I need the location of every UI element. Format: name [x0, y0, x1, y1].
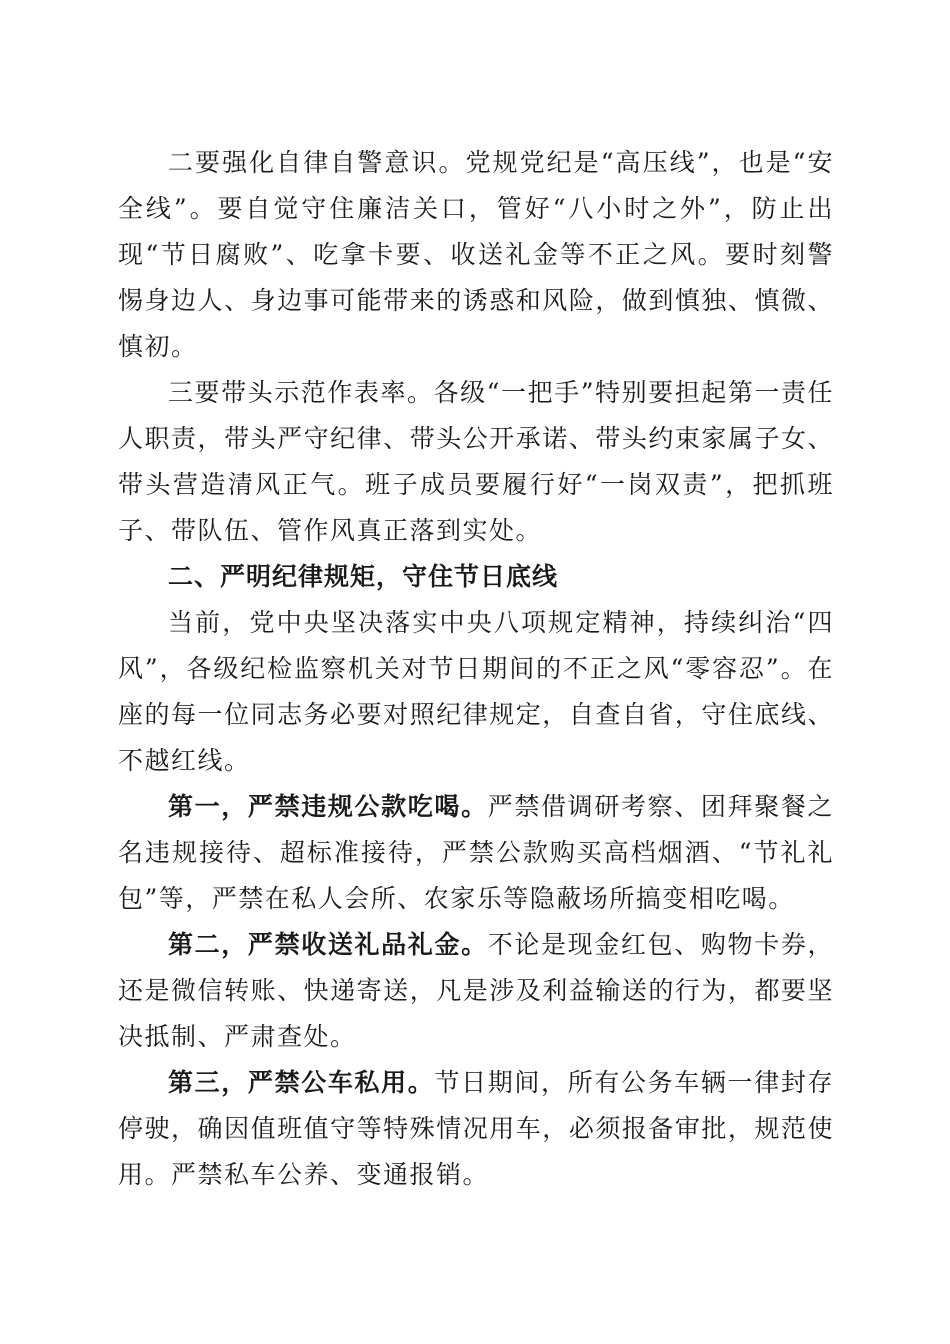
rule-paragraph-3: [118, 1060, 834, 1198]
paragraph-intro: 当前，党中央坚决落实中央八项规定精神，持续纠治“四风”，各级纪检监察机关对节日期间的不正之风“零容忍”。在座的每一位同志务必要对照纪律规定，自查自省，守住底线、不越红线。: [118, 608, 834, 775]
rule-lead-2: 第二，严禁收送礼品礼金。: [168, 930, 488, 959]
paragraph-self-discipline: 二要强化自律自警意识。党规党纪是“高压线”，也是“安全线”。要自觉守住廉洁关口，管好“八小时之外”，防止出现“节日腐败”、吃拿卡要、收送礼金等不正之风。要时刻警惕身边人、身边事可能带来的诱惑和风险，做到慎独、慎微、慎初。: [118, 148, 834, 361]
rule-lead-1: 第一，严禁违规公款吃喝。: [168, 792, 488, 821]
rule-paragraph-2: [118, 922, 834, 1060]
paragraph-lead-by-example: 三要带头示范作表率。各级“一把手”特别要担起第一责任人职责，带头严守纪律、带头公开承诺、带头约束家属子女、带头营造清风正气。班子成员要履行好“一岗双责”，把抓班子、带队伍、管作风真正落到实处。: [118, 378, 834, 545]
rule-paragraph-1: [118, 784, 834, 922]
rule-body-2: 不论是现金红包、购物卡券，还是微信转账、快递寄送，凡是涉及利益输送的行为，都要坚决抵制、严肃查处。: [118, 930, 834, 1051]
rule-body-1: 严禁借调研考察、团拜聚餐之名违规接待、超标准接待，严禁公款购买高档烟酒、“节礼礼包”等，严禁在私人会所、农家乐等隐蔽场所搞变相吃喝。: [118, 792, 834, 913]
section-heading: 二、严明纪律规矩，守住节日底线: [168, 562, 559, 591]
rule-body-3: 节日期间，所有公务车辆一律封存停驶，确因值班值守等特殊情况用车，必须报备审批，规范使用。严禁私车公养、变通报销。: [118, 1068, 834, 1189]
rule-lead-3: 第三，严禁公车私用。: [168, 1068, 435, 1097]
document-body: [118, 140, 834, 1198]
